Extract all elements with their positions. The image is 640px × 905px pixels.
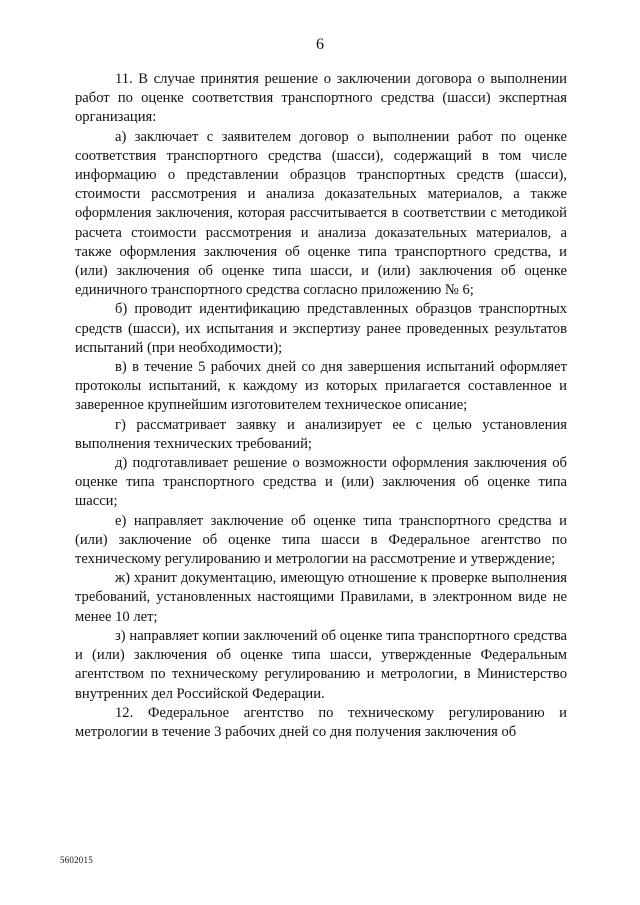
paragraph-11-a: а) заключает с заявителем договор о выполнении работ по оценке соответствия транспортного средства (шасси), содержащий в том числе информацию о представлении образцов транспортных средств (шасси), стоимости рассмотрения и анализа доказательных материалов, а также оформления заключения, которая рассчитывается в соответствии с методикой расчета стоимости рассмотрения и анализа доказательных материалов, а также оформления заключения об оценке типа транспортного средства, и (или) заключения об оценке типа шасси, и (или) заключения об оценке единичного транспортного средства согласно приложению № 6; [75,128,567,299]
paragraph-11: 11. В случае принятия решение о заключении договора о выполнении работ по оценке соответствия транспортного средства (шасси) экспертная организация: [75,71,567,126]
paragraph-11-b: б) проводит идентификацию представленных образцов транспортных средств (шасси), их испытания и экспертизу ранее проведенных результатов испытаний (при необходимости); [75,301,567,356]
paragraph-12: 12. Федеральное агентство по техническому регулированию и метрологии в течение 3 рабочих дней со дня получения заключения об [75,704,567,740]
paragraph-11-zh: ж) хранит документацию, имеющую отношение к проверке выполнения требований, установленных настоящими Правилами, в электронном виде не менее 10 лет; [75,570,567,625]
paragraph-11-g: г) рассматривает заявку и анализирует ее с целью установления выполнения технических требований; [75,416,567,452]
document-body [75,70,567,742]
document-code: 5602015 [60,855,93,865]
paragraph-11-v: в) в течение 5 рабочих дней со дня завершения испытаний оформляет протоколы испытаний, к каждому из которых прилагается составленное и заверенное крупнейшим изготовителем техническое описание; [75,359,567,414]
page-number: 6 [316,36,324,53]
paragraph-11-z: з) направляет копии заключений об оценке типа транспортного средства и (или) заключения об оценке типа шасси, утвержденные Федеральным агентством по техническому регулированию и метрологии, в Министерство внутренних дел Российской Федерации. [75,627,567,702]
paragraph-11-d: д) подготавливает решение о возможности оформления заключения об оценке типа транспортного средства и (или) заключения об оценке типа шасси; [75,455,567,510]
paragraph-11-e: е) направляет заключение об оценке типа транспортного средства и (или) заключение об оценке типа шасси в Федеральное агентство по техническому регулированию и метрологии на рассмотрение и утверждение; [75,512,567,568]
